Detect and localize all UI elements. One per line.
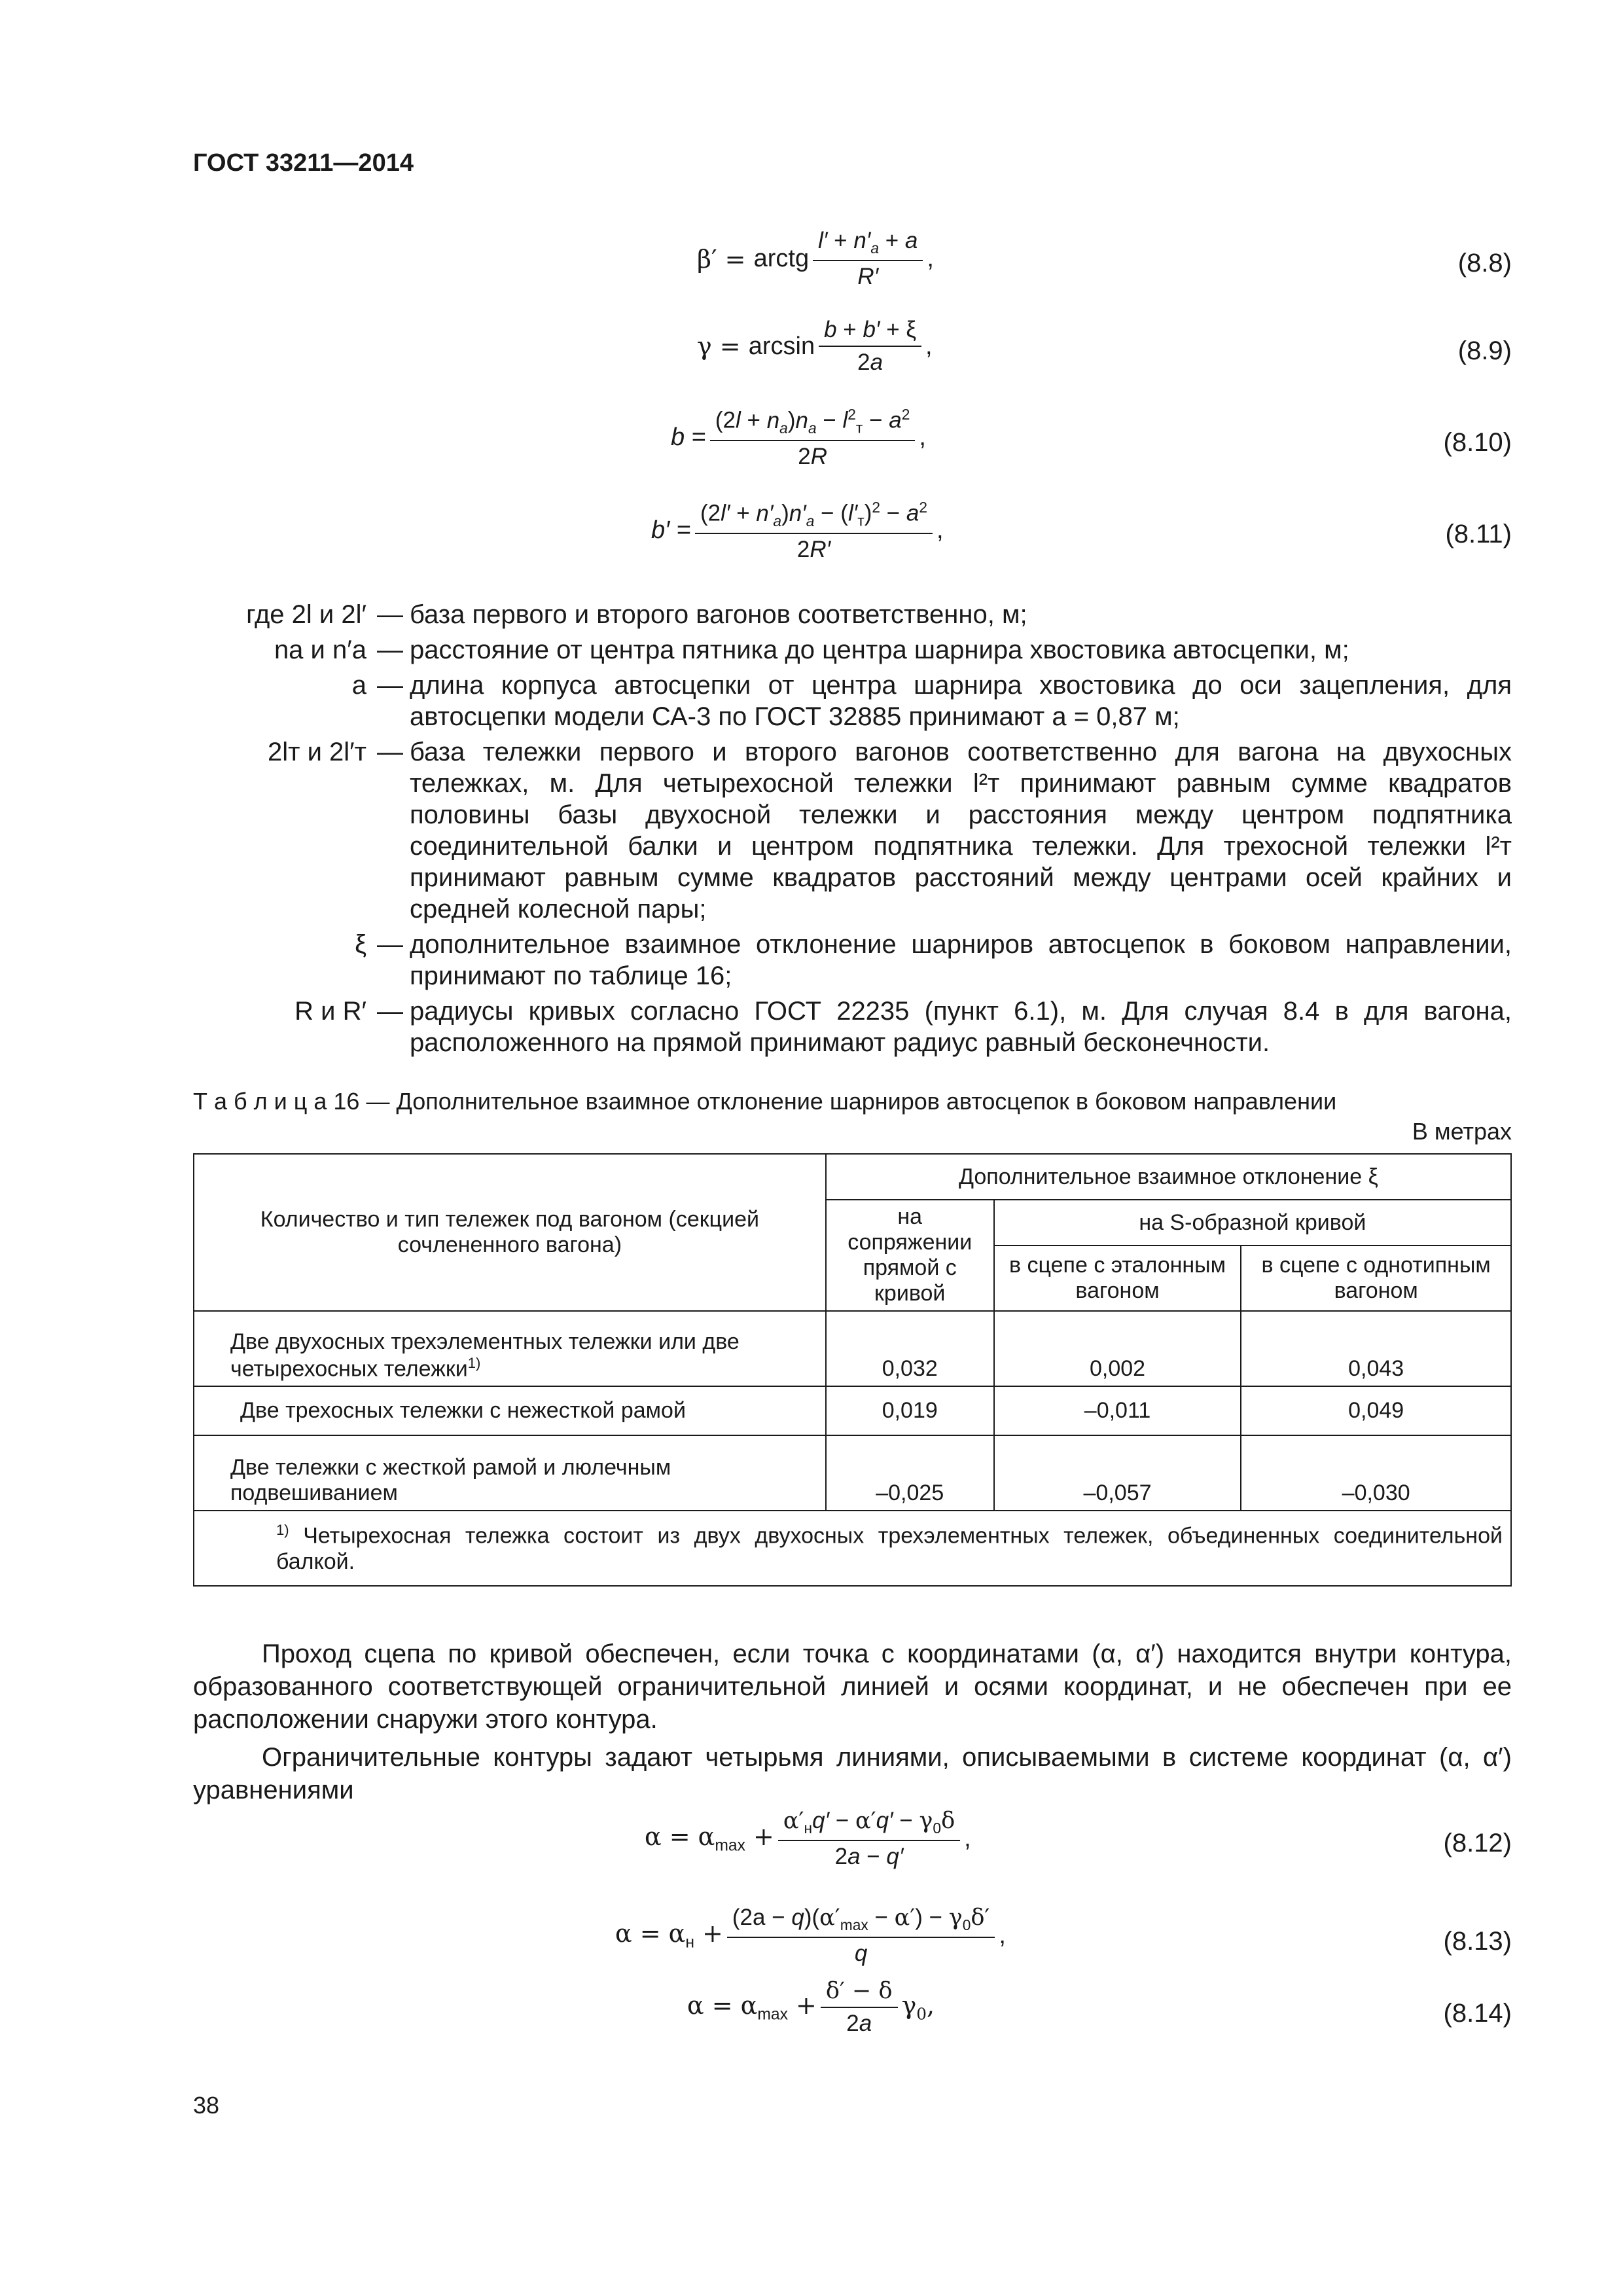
- table-cell: –0,030: [1241, 1435, 1511, 1511]
- variable-definitions: [193, 599, 1512, 1062]
- definition-item: a — длина корпуса автосцепки от центра шарнира хвостовика до оси зацепления, для автосцепки модели СА-3 по ГОСТ 32885 принимают a = 0,87 м;: [193, 670, 1512, 732]
- table-row: [194, 1386, 1511, 1435]
- table-cell: 0,019: [826, 1386, 994, 1435]
- table-header-etalon: в сцепе с эталонным вагоном: [994, 1246, 1241, 1311]
- table-cell: 0,043: [1241, 1311, 1511, 1386]
- definition-item: R и R′ — радиусы кривых согласно ГОСТ 22235 (пункт 6.1), м. Для случая 8.4 в для вагона, расположенного на прямой принимают радиус равный бесконечности.: [193, 996, 1512, 1058]
- definition-text: дополнительное взаимное отклонение шарниров автосцепок в боковом направлении, принимают по таблице 16;: [410, 930, 1512, 990]
- footnote-mark: 1): [276, 1522, 289, 1539]
- table-cell: 0,049: [1241, 1386, 1511, 1435]
- table-cell: –0,057: [994, 1435, 1241, 1511]
- table-unit: В метрах: [1412, 1118, 1512, 1145]
- table-footnote: $^{1)}$ Четырехосная тележка состоит из двух двухосных трехэлементных тележек, объединенных соединительной балкой.: [194, 1511, 1511, 1586]
- formula-number: (8.10): [1443, 428, 1512, 457]
- definition-item: na и n′a — расстояние от центра пятника до центра шарнира хвостовика автосцепки, м;: [193, 634, 1512, 666]
- table-cell-label: Две тележки с жесткой рамой и люлечным подвешиванием: [194, 1435, 826, 1511]
- footnote-mark: 1): [467, 1354, 481, 1371]
- formula-8-14: $\alpha = \alpha_{max}$ + $\frac{\delta' - \delta}{2a}$ $\gamma_0$, (8.14): [687, 1978, 1512, 2036]
- formula-8-11: b′ = $\frac{(2l' + n'_a)n'_a - (l'_т)^2 - a^2}{2R'}$ , (8.11): [651, 499, 1512, 562]
- table-cell: 0,032: [826, 1311, 994, 1386]
- formula-number: (8.11): [1445, 520, 1512, 548]
- table-caption: Т а б л и ц а 16 — Дополнительное взаимное отклонение шарниров автосцепок в боковом направлении: [193, 1088, 1337, 1115]
- definition-text: база тележки первого и второго вагонов соответственно для вагона на двухосных тележках, м. Для четырехосной тележки l²т принимают равным сумме квадратов половины базы двухосной тележки и расстояния между центром подпятника соединительной балки и центром подпятника тележки. Для трехосной тележки l²т принимают равным сумме квадратов расстояний между центрами осей крайних и средней колесной пары;: [410, 738, 1512, 924]
- definition-term: R и R′: [294, 997, 366, 1026]
- table-16: [193, 1153, 1512, 1587]
- definition-text: расстояние от центра пятника до центра шарнира хвостовика автосцепки, м;: [410, 636, 1349, 664]
- definition-text: длина корпуса автосцепки от центра шарнира хвостовика до оси зацепления, для автосцепки модели СА-3 по ГОСТ 32885 принимают a = 0,87 м;: [410, 671, 1512, 731]
- definition-item: где 2l и 2l′ — база первого и второго вагонов соответственно, м;: [193, 599, 1512, 630]
- table-header-same: в сцепе с однотипным вагоном: [1241, 1246, 1511, 1311]
- formula-8-12: $\alpha = \alpha_{max}$ + $\frac{\alpha'_нq' - \alpha'q' - \gamma_0\delta}{2a - q'}$ , (8.12): [645, 1808, 1512, 1869]
- document-header: ГОСТ 33211—2014: [193, 149, 414, 177]
- definition-term: a: [351, 671, 366, 700]
- formula-8-8: β′ = arctg $\frac{l' + n'_a + a}{R'}$ , (8.8): [697, 228, 1512, 289]
- definition-item: ξ — дополнительное взаимное отклонение шарниров автосцепок в боковом направлении, принимают по таблице 16;: [193, 929, 1512, 992]
- formula-8-13: $\alpha = \alpha_н$ + $\frac{(2a - q)(\alpha'_{max} - \alpha') - \gamma_0\delta'}{q}$ , (8.13): [615, 1905, 1512, 1966]
- definition-term: na и n′a: [274, 636, 366, 664]
- formula-8-9: γ = arcsin $\frac{b + b' + \xi}{2a}$ , (8.9): [697, 317, 1512, 375]
- table-cell-label: Две трехосных тележки с нежесткой рамой: [194, 1386, 826, 1435]
- table-row: [194, 1435, 1511, 1511]
- definition-term: 2lт и 2l′т: [268, 738, 366, 766]
- table-header-group: Дополнительное взаимное отклонение ξ: [826, 1154, 1511, 1200]
- definition-item: 2lт и 2l′т — база тележки первого и второго вагонов соответственно для вагона на двухосных тележках, м. Для четырехосной тележки l²т принимают равным сумме квадратов половины базы двухосной тележки и расстояния между центром подпятника соединительной балки и центром подпятника тележки. Для трехосной тележки l²т принимают равным сумме квадратов расстояний между центрами осей крайних и средней колесной пары;: [193, 736, 1512, 925]
- definition-text: радиусы кривых согласно ГОСТ 22235 (пункт 6.1), м. Для случая 8.4 в для вагона, расположенного на прямой принимают радиус равный бесконечности.: [410, 997, 1512, 1057]
- table-footnote-row: [194, 1511, 1511, 1586]
- page-number: 38: [193, 2092, 220, 2119]
- formula-number: (8.9): [1457, 336, 1512, 365]
- formula-number: (8.12): [1443, 1829, 1512, 1857]
- table-cell: –0,025: [826, 1435, 994, 1511]
- paragraph-contour: Проход сцепа по кривой обеспечен, если точка с координатами (α, α′) находится внутри контура, образованного соответствующей ограничительной линией и осями координат, и не обеспечен при ее расположении снаружи этого контура.: [193, 1640, 1512, 1734]
- table-row: [194, 1311, 1511, 1386]
- formula-number: (8.14): [1443, 1999, 1512, 2028]
- formula-number: (8.8): [1457, 249, 1512, 278]
- table-cell: –0,011: [994, 1386, 1241, 1435]
- definition-term: ξ: [355, 930, 366, 959]
- table-cell: 0,002: [994, 1311, 1241, 1386]
- table-header-s-curve: на S-образной кривой: [994, 1200, 1511, 1246]
- table-header-bogies: Количество и тип тележек под вагоном (секцией сочлененного вагона): [194, 1154, 826, 1311]
- definition-term: где 2l и 2l′: [246, 600, 366, 629]
- formula-8-10: b = $\frac{(2l + n_a)n_a - l^2_т - a^2}{2R}$ , (8.10): [671, 406, 1512, 469]
- paragraph-lines: Ограничительные контуры задают четырьмя линиями, описываемыми в системе координат (α, α′) уравнениями: [193, 1743, 1512, 1804]
- definition-text: база первого и второго вагонов соответственно, м;: [410, 600, 1027, 629]
- table-header-straight: на сопряжении прямой с кривой: [826, 1200, 994, 1311]
- table-cell-label: Две двухосных трехэлементных тележки или две четырехосных тележки$^{1)}$: [194, 1311, 826, 1386]
- formula-number: (8.13): [1443, 1927, 1512, 1956]
